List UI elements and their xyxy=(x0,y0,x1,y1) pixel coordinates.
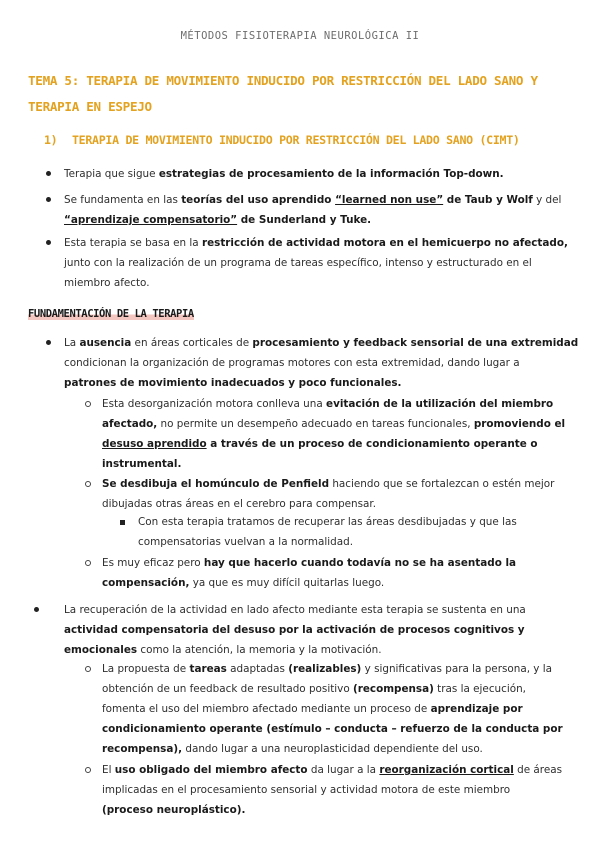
bullet-ring-icon xyxy=(85,481,91,487)
fundamentacion-1b: Se desdibuja el homúnculo de Penfield haciendo que se fortalezcan o estén mejor dibujadas otras áreas en el cerebro para compensar. xyxy=(102,478,555,510)
bullet-dot-icon xyxy=(46,240,51,245)
bullet-square-icon xyxy=(120,520,125,525)
bullet-ring-icon xyxy=(85,666,91,672)
fundamentacion-1: La ausencia en áreas corticales de procesamiento y feedback sensorial de una extremidad condicionan la organización de programas motores con esta extremidad, dando lugar a patrones de movimiento inadecuados y poco funcionales. xyxy=(64,337,579,389)
subheading-fundamentacion: FUNDAMENTACIÓN DE LA TERAPIA xyxy=(28,308,194,320)
bullet-1: Terapia que sigue estrategias de procesamiento de la información Top-down. xyxy=(64,168,504,180)
page-header: MÉTODOS FISIOTERAPIA NEUROLÓGICA II xyxy=(180,30,420,42)
section-title-text: TERAPIA DE MOVIMIENTO INDUCIDO POR RESTRICCIÓN DEL LADO SANO (CIMT) xyxy=(72,133,520,147)
fundamentacion-2: La recuperación de la actividad en lado afecto mediante esta terapia se sustenta en una actividad compensatoria del desuso por la activación de procesos cognitivos y emocionales como la atención, la memoria y la motivación. xyxy=(64,604,526,656)
bullet-3: Esta terapia se basa en la restricción de actividad motora en el hemicuerpo no afectado, junto con la realización de un programa de tareas específico, intenso y estructurado en el miembro afecto. xyxy=(64,237,568,289)
fundamentacion-1c: Es muy eficaz pero hay que hacerlo cuando todavía no se ha asentado la compensación, ya que es muy difícil quitarlas luego. xyxy=(102,557,517,589)
section-number: 1) xyxy=(44,133,58,147)
bullet-dot-icon xyxy=(46,197,51,202)
bullet-dot-icon xyxy=(46,340,51,345)
bullet-ring-icon xyxy=(85,560,91,566)
fundamentacion-2b: El uso obligado del miembro afecto da lugar a la reorganización cortical de áreas implicadas en el procesamiento sensorial y actividad motora de este miembro (proceso neuroplástico). xyxy=(102,764,563,816)
main-title-line-2: TERAPIA EN ESPEJO xyxy=(28,99,152,114)
fundamentacion-2a: La propuesta de tareas adaptadas (realizables) y significativas para la persona, y la obtención de un feedback de resultado positivo (recompensa) tras la ejecución, fomenta el uso del miembro afectado mediante un proceso de aprendizaje por condicionamiento operante (estímulo – conducta – refuerzo de la conducta por recompensa), dando lugar a una neuroplasticidad dependiente del uso. xyxy=(102,663,563,755)
bullet-ring-icon xyxy=(85,401,91,407)
bullet-ring-icon xyxy=(85,767,91,773)
main-title-line-1: TEMA 5: TERAPIA DE MOVIMIENTO INDUCIDO POR RESTRICCIÓN DEL LADO SANO Y xyxy=(28,73,538,88)
section-title xyxy=(44,133,584,147)
fundamentacion-1a: Esta desorganización motora conlleva una evitación de la utilización del miembro afectado, no permite un desempeño adecuado en tareas funcionales, promoviendo el desuso aprendido a través de un proceso de condicionamiento operante o instrumental. xyxy=(102,398,566,470)
bullet-2: Se fundamenta en las teorías del uso aprendido “learned non use” de Taub y Wolf y del “aprendizaje compensatorio” de Sunderland y Tuke. xyxy=(64,194,562,226)
fundamentacion-1b-1: Con esta terapia tratamos de recuperar las áreas desdibujadas y que las compensatorias vuelvan a la normalidad. xyxy=(138,516,517,548)
bullet-dot-icon xyxy=(46,171,51,176)
main-title xyxy=(28,68,588,120)
bullet-dot-icon xyxy=(34,607,39,612)
